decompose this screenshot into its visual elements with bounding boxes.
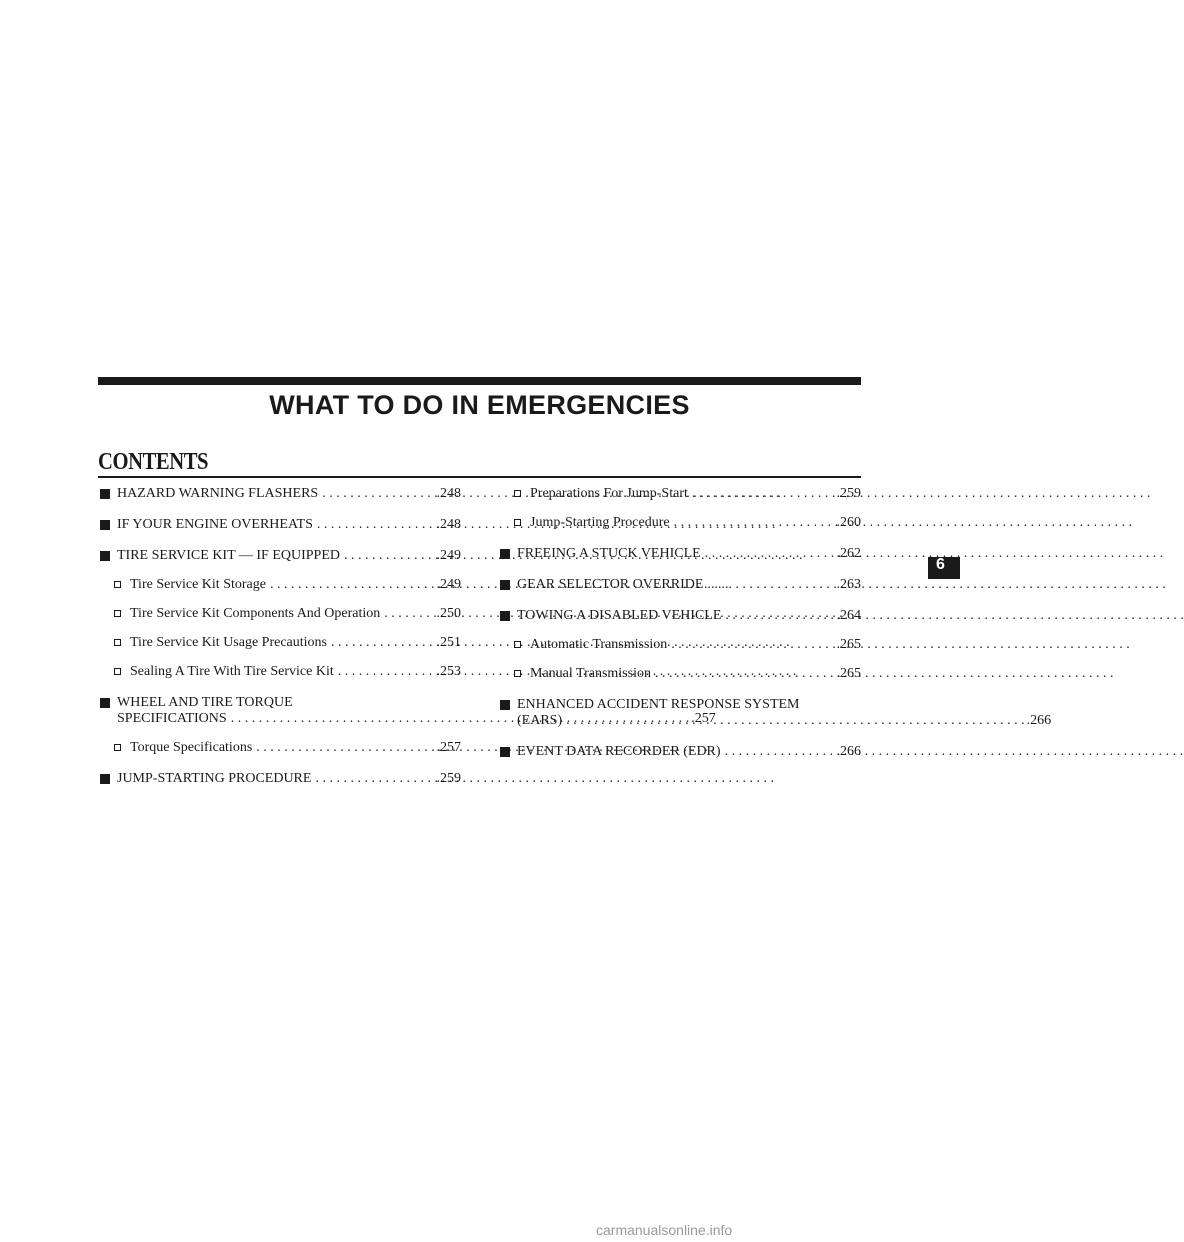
sub-bullet-icon [514, 641, 521, 648]
toc-entry-page: .266 [1026, 713, 1052, 728]
chapter-title: WHAT TO DO IN EMERGENCIES [269, 390, 690, 420]
dot-leader [317, 517, 435, 533]
toc-entry[interactable] [500, 637, 861, 653]
toc-entry-page: .250 [436, 606, 461, 621]
toc-entry-page: .260 [836, 515, 861, 530]
toc-entry[interactable] [500, 577, 861, 593]
section-tab-number: 6 [936, 556, 945, 573]
toc-entry-label: Sealing A Tire With Tire Service Kit [130, 664, 334, 679]
toc-entry[interactable] [100, 486, 461, 502]
toc-entry-label: HAZARD WARNING FLASHERS [117, 486, 319, 501]
dot-leader [566, 713, 1025, 729]
dot-leader [671, 637, 834, 653]
dot-leader [655, 666, 835, 682]
toc-entry-page: .262 [836, 546, 861, 561]
main-bullet-icon [100, 774, 110, 784]
toc-entry-label: GEAR SELECTOR OVERRIDE [517, 577, 704, 592]
toc-entry[interactable] [100, 577, 461, 593]
dot-leader [256, 740, 434, 756]
sub-bullet-icon [114, 581, 121, 588]
main-bullet-icon [500, 549, 510, 559]
dot-leader [338, 664, 435, 680]
toc-entry-page: .265 [836, 637, 861, 652]
toc-entry[interactable] [500, 744, 861, 760]
toc-entry-label: Manual Transmission [530, 666, 651, 681]
toc-entry[interactable] [500, 608, 861, 624]
toc-entry-page: .257 [436, 740, 461, 755]
toc-entry-label: TIRE SERVICE KIT — IF EQUIPPED [117, 548, 341, 563]
toc-entry-page: .249 [436, 577, 461, 592]
dot-leader [322, 486, 434, 502]
toc-entry-page: .266 [836, 744, 861, 759]
main-bullet-icon [500, 580, 510, 590]
dot-leader [707, 577, 834, 593]
toc-entry-label: JUMP-STARTING PROCEDURE [117, 771, 312, 786]
sub-bullet-icon [114, 744, 121, 751]
toc-entry-page: .264 [836, 608, 861, 623]
toc-entry-page: .265 [836, 666, 861, 681]
sub-bullet-icon [114, 610, 121, 617]
chapter-top-bar [98, 377, 861, 385]
toc-entry-label-line1: ENHANCED ACCIDENT RESPONSE SYSTEM [517, 697, 800, 712]
toc-entry-label: Tire Service Kit Components And Operation [130, 606, 381, 621]
toc-entry[interactable] [100, 771, 461, 787]
toc-entry-label: Automatic Transmission [530, 637, 668, 652]
dot-leader [692, 486, 835, 502]
toc-entry-label: Preparations For Jump-Start [530, 486, 688, 501]
toc-entry-page: .249 [436, 548, 461, 563]
toc-entry-label: FREEING A STUCK VEHICLE [517, 546, 701, 561]
toc-entry-label: EVENT DATA RECORDER (EDR) [517, 744, 721, 759]
toc-entry[interactable] [100, 664, 461, 680]
dot-leader [705, 546, 835, 562]
dot-leader [725, 744, 835, 760]
dot-leader [674, 515, 835, 531]
toc-entry[interactable] [100, 740, 461, 756]
toc-entry-page: .253 [436, 664, 461, 679]
sub-bullet-icon [114, 668, 121, 675]
toc-entry-label: TOWING A DISABLED VEHICLE [517, 608, 722, 623]
toc-entry-page: .248 [436, 517, 461, 532]
toc-entry[interactable] [100, 548, 461, 564]
toc-entry-page: .263 [836, 577, 861, 592]
toc-entry-page: .259 [836, 486, 861, 501]
toc-entry-label: Tire Service Kit Usage Precautions [130, 635, 327, 650]
toc-entry[interactable] [500, 486, 861, 502]
toc-entry-page: .257 [691, 711, 716, 726]
main-bullet-icon [100, 551, 110, 561]
contents-rule [98, 476, 861, 478]
main-bullet-icon [500, 700, 510, 710]
dot-leader [384, 606, 434, 622]
dot-leader [725, 608, 834, 624]
sub-bullet-icon [514, 490, 521, 497]
toc-entry-label: Tire Service Kit Storage [130, 577, 266, 592]
dot-leader [270, 577, 435, 593]
toc-entry-label: Torque Specifications [130, 740, 253, 755]
toc-entry-label: IF YOUR ENGINE OVERHEATS [117, 517, 313, 532]
toc-entry[interactable] [500, 546, 861, 562]
main-bullet-icon [100, 489, 110, 499]
toc-entry[interactable] [100, 606, 461, 622]
sub-bullet-icon [114, 639, 121, 646]
toc-entry[interactable] [500, 697, 1052, 729]
dot-leader [344, 548, 434, 564]
toc-entry-page: .248 [436, 486, 461, 501]
main-bullet-icon [100, 698, 110, 708]
toc-entry[interactable] [500, 515, 861, 531]
sub-bullet-icon [514, 670, 521, 677]
toc-entry-label: SPECIFICATIONS [117, 711, 227, 726]
toc-entry-page: .259 [436, 771, 461, 786]
toc-entry-page: .251 [436, 635, 461, 650]
contents-heading: CONTENTS [98, 449, 209, 475]
toc-entry-label: Jump-Starting Procedure [530, 515, 670, 530]
dot-leader [331, 635, 435, 651]
toc-entry[interactable] [500, 666, 861, 682]
dot-leader [315, 771, 434, 787]
toc-entry-label-line1: WHEEL AND TIRE TORQUE [117, 695, 293, 710]
main-bullet-icon [100, 520, 110, 530]
main-bullet-icon [500, 747, 510, 757]
toc-entry-label: (EARS) [517, 713, 563, 728]
main-bullet-icon [500, 611, 510, 621]
sub-bullet-icon [514, 519, 521, 526]
toc-right-column [500, 482, 1052, 760]
watermark: carmanualsonline.info [596, 1222, 733, 1238]
toc-entry[interactable] [100, 635, 461, 651]
toc-entry[interactable] [100, 517, 461, 533]
